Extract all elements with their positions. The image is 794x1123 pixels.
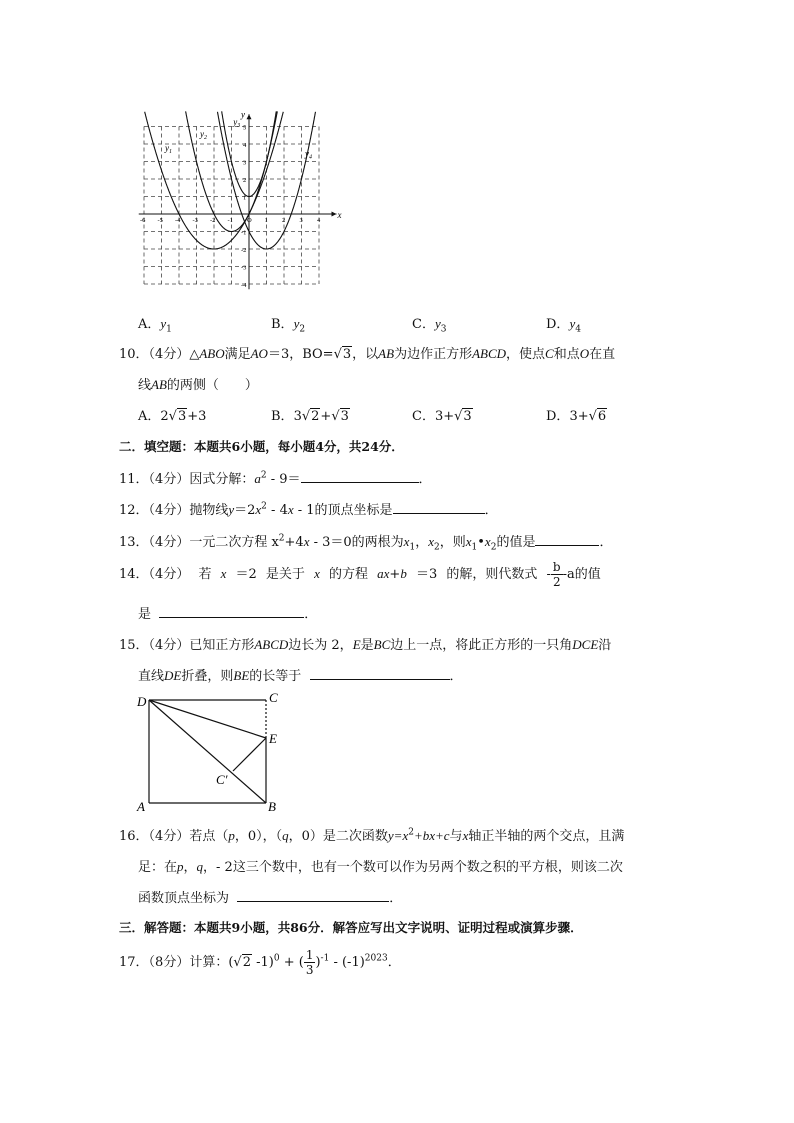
q15-line1: 15．（4分）已知正方形ABCD边长为 2，E是BC边上一点，将此正方形的一只角DCE沿: [119, 637, 612, 653]
label-c: C: [269, 690, 278, 705]
y-tick-label: -1: [241, 229, 247, 237]
label-c-prime: C′: [216, 772, 228, 787]
curve-label-y1: $y_1$: [165, 143, 172, 155]
y-tick-label: 4: [243, 142, 247, 149]
section-2-heading: 二．填空题：本题共6小题，每小题4分，共24分．: [119, 439, 404, 454]
q13: 13．（4分）一元二次方程 $x^2+4x - 3=0$的两根为$x_1$，$x_2$，则$x_1•x_2$的值是 ．: [119, 533, 613, 553]
q15-answer-blank[interactable]: [310, 667, 450, 680]
x-tick-label: O: [247, 217, 252, 224]
x-tick-label: -3: [192, 217, 198, 224]
q16-answer-blank[interactable]: [237, 889, 389, 902]
q9-option-c[interactable]: C．$y_3$: [412, 316, 447, 335]
curve-label-y4: $y_4$: [305, 148, 312, 161]
label-b: B: [268, 799, 276, 814]
q10-option-b[interactable]: B．3√2+√3: [271, 409, 349, 424]
q10-option-d[interactable]: D．3+√6: [546, 409, 607, 424]
q13-answer-blank[interactable]: [535, 533, 599, 546]
graph-curves: [145, 111, 316, 249]
q10-line1: 10．（4分）△ABO满足AO＝3，BO=√3，以AB为边作正方形ABCD，使点C和点O在直: [119, 346, 616, 362]
q10-line2: 线AB的两侧（ ）: [138, 377, 258, 393]
q9-option-b[interactable]: B．$y_2$: [271, 316, 306, 335]
q11: 11．（4分）因式分解：$a^2 - 9=$ ．: [119, 470, 432, 487]
q16-line1: 16．（4分）若点（p，0），（q，0）是二次函数$y=x^2+bx+c$与x轴正半轴的两个交点，且满: [119, 827, 625, 844]
x-tick-label: 3: [299, 217, 303, 224]
x-tick-label: -5: [157, 217, 163, 224]
q15-line2: 直线DE折叠，则BE的长等于 ．: [138, 668, 463, 684]
q16-line3: 函数顶点坐标为 ．: [138, 891, 403, 906]
q12-answer-blank[interactable]: [393, 501, 485, 514]
q14-line2: 是 ．: [138, 607, 318, 622]
fraction-b-over-2: $\frac{b}{2}$: [552, 560, 561, 589]
y-tick-label: -4: [241, 282, 247, 289]
diagonal-db: [149, 700, 266, 803]
q10-option-a[interactable]: A．2√3+3: [138, 409, 207, 424]
curve-label-y2: $y_2$: [200, 129, 207, 141]
x-tick-label: -2: [210, 217, 216, 224]
x-axis-arrow: [332, 212, 337, 217]
y-tick-label: -3: [241, 264, 247, 272]
q12: 12．（4分）抛物线$y=2x^2 - 4x - 1$的顶点坐标是 ．: [119, 501, 498, 518]
square-fold-figure: [134, 690, 284, 814]
sqrt-symbol: √3: [333, 347, 352, 362]
y-tick-label: 3: [243, 159, 247, 167]
y-tick-label: 1: [243, 194, 247, 202]
y-axis-arrow: [247, 114, 252, 119]
x-tick-label: -6: [140, 217, 146, 224]
curve-label-y3: $y_3$: [233, 116, 241, 129]
parabola-graph: [138, 108, 348, 293]
x-tick-label: 4: [317, 217, 321, 224]
x-tick-label: -4: [175, 217, 181, 224]
fraction-1-over-3: $\frac{1}{3}$: [305, 948, 314, 977]
y-tick-label: -2: [241, 247, 247, 254]
q17: 17．（8分）计算：(√2 -1)$^0$ + ( $\frac{1}{3}$ )$^{-1} - (-1)^{2023}$．: [119, 948, 401, 977]
q14-line1: 14．（4分） 若 x ＝2 是关于 x 的方程 ax+b ＝3 的解，则代数式 - $\frac{b}{2}$ -a的值: [119, 560, 601, 589]
q10-option-c[interactable]: C．3+√3: [412, 409, 472, 424]
y-tick-label: 2: [243, 177, 247, 184]
q11-answer-blank[interactable]: [301, 470, 419, 483]
label-d: D: [137, 694, 147, 709]
x-tick-label: -1: [227, 217, 233, 224]
section-3-heading: 三．解答题：本题共9小题，共86分．解答应写出文字说明、证明过程或演算步骤．: [119, 920, 583, 935]
label-a: A: [137, 799, 145, 814]
x-tick-label: 1: [264, 217, 268, 224]
x-axis-label: x: [337, 210, 342, 220]
q9-option-a[interactable]: A．$y_1$: [138, 316, 172, 335]
segment-c-prime-e: [233, 738, 266, 771]
q9-option-d[interactable]: D．$y_4$: [546, 316, 581, 335]
fold-line-de: [149, 700, 266, 738]
y-tick-label: 5: [243, 124, 247, 132]
q16-line2: 足：在p，q，- 2这三个数中，也有一个数可以作为另两个数之积的平方根，则该二次: [138, 859, 623, 875]
graph-curve-labels: [164, 117, 312, 161]
q14-answer-blank[interactable]: [159, 605, 304, 618]
label-e: E: [269, 731, 277, 746]
y-axis-label: y: [241, 109, 245, 120]
x-tick-label: 2: [282, 217, 286, 224]
